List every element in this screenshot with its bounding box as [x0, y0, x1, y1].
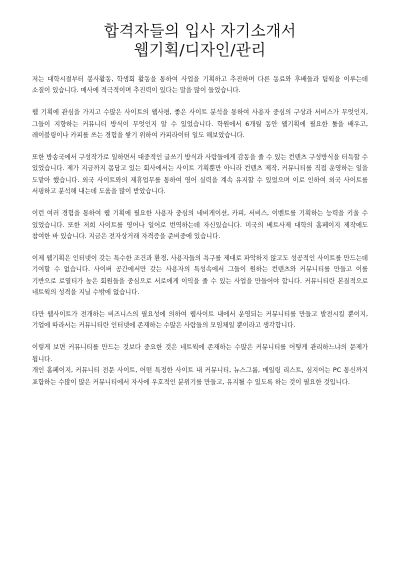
title-block [32, 22, 368, 60]
paragraph-4: 이런 여러 경험을 통하여 웹 기획에 필요한 사용자 중심의 네비게이션, 카피, 서비스, 이벤트를 기획하는 능력을 키울 수 있었습니다. 또한 저희 사이트를 영어나 일어로 번역하는데 자신있습니다. 미국의 베트사제 대학의 홈페이지 제작에도 참여한 바 있습니다. 지금은 전자상거래 자격증을 준비중에 있습니다. [32, 210, 368, 240]
paragraph-1: 저는 대학시절부터 봉사활동, 학생회 활동을 통하여 사업을 기획하고 추진하며 다른 동료와 후배들과 팀웍을 이루는데 소질이 있습니다. 매사에 적극적이며 추진력이 있다는 말을 많이 들었습니다. [32, 76, 368, 95]
paragraph-6: 다만 웹사이트가 전개하는 비즈니스의 필요성에 의하여 웹사이트 내에서 운영되는 커뮤니티를 만들고 발전시킬 뿐이지, 기업에 따라서는 커뮤니티란 인터넷에 존재하는 수많은 사람들의 모임체일 뿐이라고 생각합니다. [32, 311, 368, 330]
document-subtitle: 웹기획/디자인/관리 [133, 41, 267, 59]
paragraph-7: 이렇게 보면 커뮤니티를 만드는 것보다 중요한 것은 네트웍에 존재하는 수많은 커뮤니티를 어떻게 관리하느냐의 문제가 됩니다. 개인 홈페이지, 커뮤니티 전문 사이트, 어떤 특정한 사이트 내 커뮤니티, 뉴스그룹, 메일링 리스트, 심지어는 PC 통신까지 포함하는 수많이 많은 커뮤니티에서 자사에 우호적인 분위기를 만들고, 유지될 수 있도록 하는 것이 필요한 것입니다. [32, 344, 368, 386]
document-body [32, 74, 368, 388]
paragraph-3: 또한 방송국에서 구성작가로 일하면서 대중적인 글쓰기 방식과 사람들에게 감동을 줄 수 있는 컨텐츠 구성방식을 터득할 수 있었습니다. 제가 지금까지 몸담고 있는 회사에서는 사이트 기획뿐만 아니라 컨텐츠 제작, 커뮤니티를 직접 운영하는 일을 도맡아 했습니다. 외국 사이트와의 제휴업무를 통하여 영어 실력을 계속 유지할 수 있었으며 이로 인하여 외국 사이트를 서핑하고 분석해 내는데 도움을 많이 받았습니다. [32, 154, 368, 196]
paragraph-2: 웹 기획에 관심을 가지고 수많은 사이트의 웹사평, 좋은 사이트 분석을 통하여 사용자 중심의 구상과 서비스가 무엇인지, 그들이 지향하는 커뮤니티 방식이 무엇인지 알 수 있었습니다. 학원에서 6개월 동안 웹기획에 필요한 툴을 배우고, 레이블링이나 카피를 쓰는 경험을 쌓기 위하여 카피라이터 일도 해보았습니다. [32, 109, 368, 140]
paragraph-5: 이제 웹기획은 인터넷이 갖는 특수한 조건과 환경, 사용자들의 욕구를 제대로 파악하지 않고도 성공적인 사이트를 만드는데 기여할 수 없습니다. 사이버 공간에서만 갖는 사용자의 특성속에서 그들이 원하는 컨텐츠와 커뮤니티를 만들고 이를 기반으로 로열티가 높은 회원들을 중심으로 서로에게 이익을 줄 수 있는 사업을 만들어야 합니다. 커뮤니티란 본질적으로 네트웍의 성격을 지닐 수밖에 없습니다. [32, 254, 368, 297]
document-title: 합격자들의 입사 자기소개서 [103, 22, 297, 40]
